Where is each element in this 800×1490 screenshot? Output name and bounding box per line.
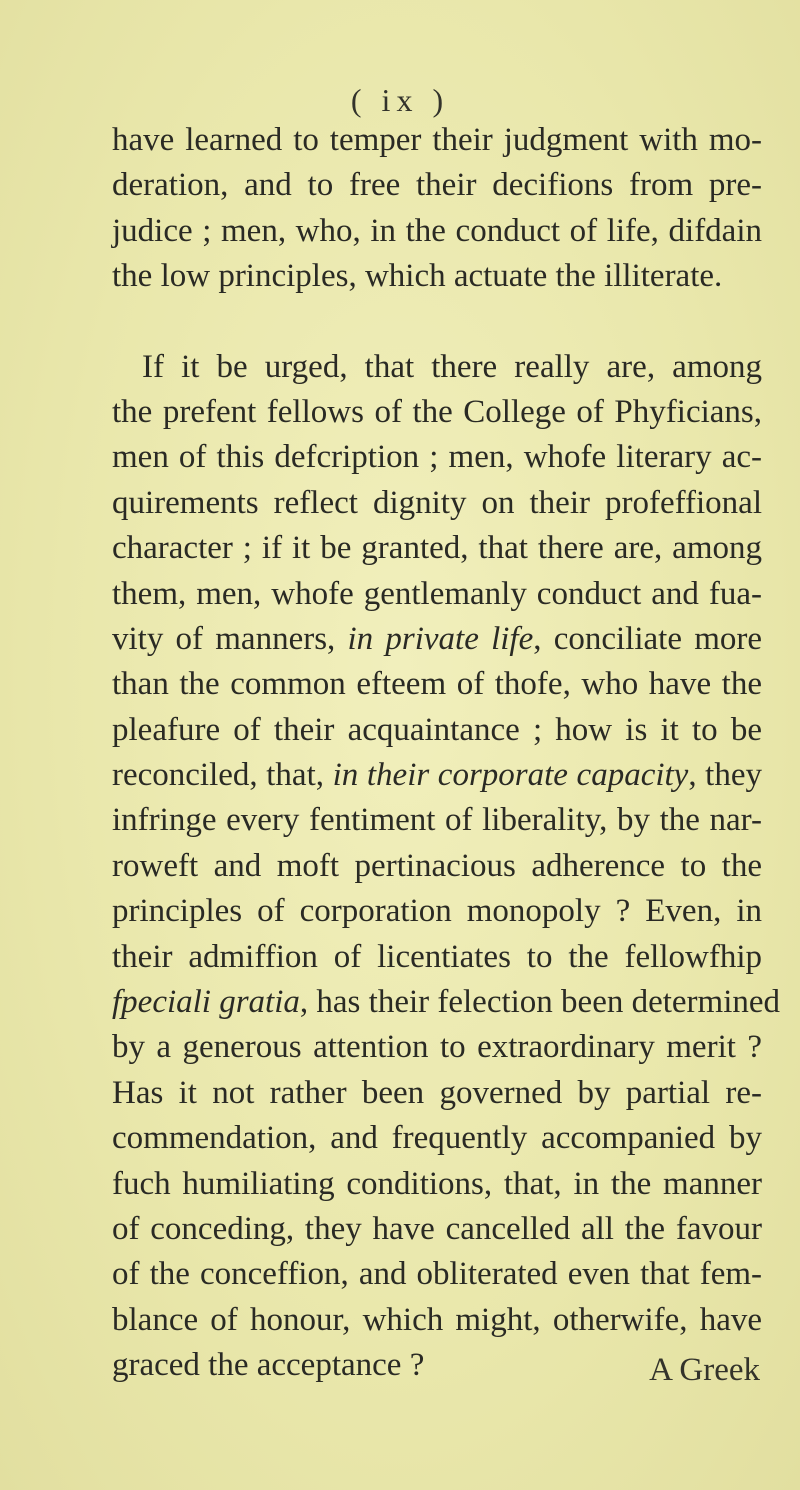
text-line: the prefent fellows of the College of Phyficians,	[112, 393, 762, 430]
text-line: fpeciali gratia, has their felection been determined	[112, 984, 781, 1021]
text-line: graced the acceptance ?	[112, 1347, 425, 1384]
text-line: vity of manners, in private life, conciliate more	[112, 620, 762, 657]
text-line: If it be urged, that there really are, among	[142, 348, 762, 385]
text-line: judice ; men, who, in the conduct of life, difdain	[112, 212, 762, 249]
text-line: of the conceffion, and obliterated even that fem-	[112, 1256, 762, 1293]
paragraph-2	[112, 345, 781, 1389]
text-line: Has it not rather been governed by partial re-	[112, 1074, 762, 1111]
text-line: reconciled, that, in their corporate capacity, they	[112, 757, 762, 794]
text-line: their admiffion of licentiates to the fellowfhip	[112, 938, 762, 975]
text-line: deration, and to free their decifions from pre-	[112, 167, 762, 204]
page-number: ( ix )	[350, 82, 450, 118]
text-line: principles of corporation monopoly ? Even, in	[112, 893, 762, 930]
text-line: than the common efteem of thofe, who have the	[112, 666, 762, 703]
text-line: infringe every fentiment of liberality, by the nar-	[112, 802, 762, 839]
body-text	[112, 118, 781, 1389]
text-line: quirements reflect dignity on their profeffional	[112, 484, 762, 521]
text-line: fuch humiliating conditions, that, in the manner	[112, 1165, 762, 1202]
text-line: roweft and moft pertinacious adherence to the	[112, 847, 762, 884]
text-line: have learned to temper their judgment with mo-	[112, 122, 762, 158]
text-line: blance of honour, which might, otherwife, have	[112, 1301, 762, 1338]
text-line: the low principles, which actuate the illiterate.	[112, 258, 723, 295]
text-line: by a generous attention to extraordinary merit ?	[112, 1029, 762, 1066]
paragraph-1	[112, 118, 762, 300]
text-line: commendation, and frequently accompanied by	[112, 1120, 762, 1157]
text-line: them, men, whofe gentlemanly conduct and fua-	[112, 575, 762, 612]
text-line: men of this defcription ; men, whofe literary ac-	[112, 439, 762, 476]
text-line: character ; if it be granted, that there are, among	[112, 530, 762, 567]
paragraph-gap	[112, 300, 762, 345]
catchword: A Greek	[649, 1352, 760, 1388]
text-line: of conceding, they have cancelled all the favour	[112, 1210, 762, 1247]
text-line: pleafure of their acquaintance ; how is it to be	[112, 711, 762, 748]
